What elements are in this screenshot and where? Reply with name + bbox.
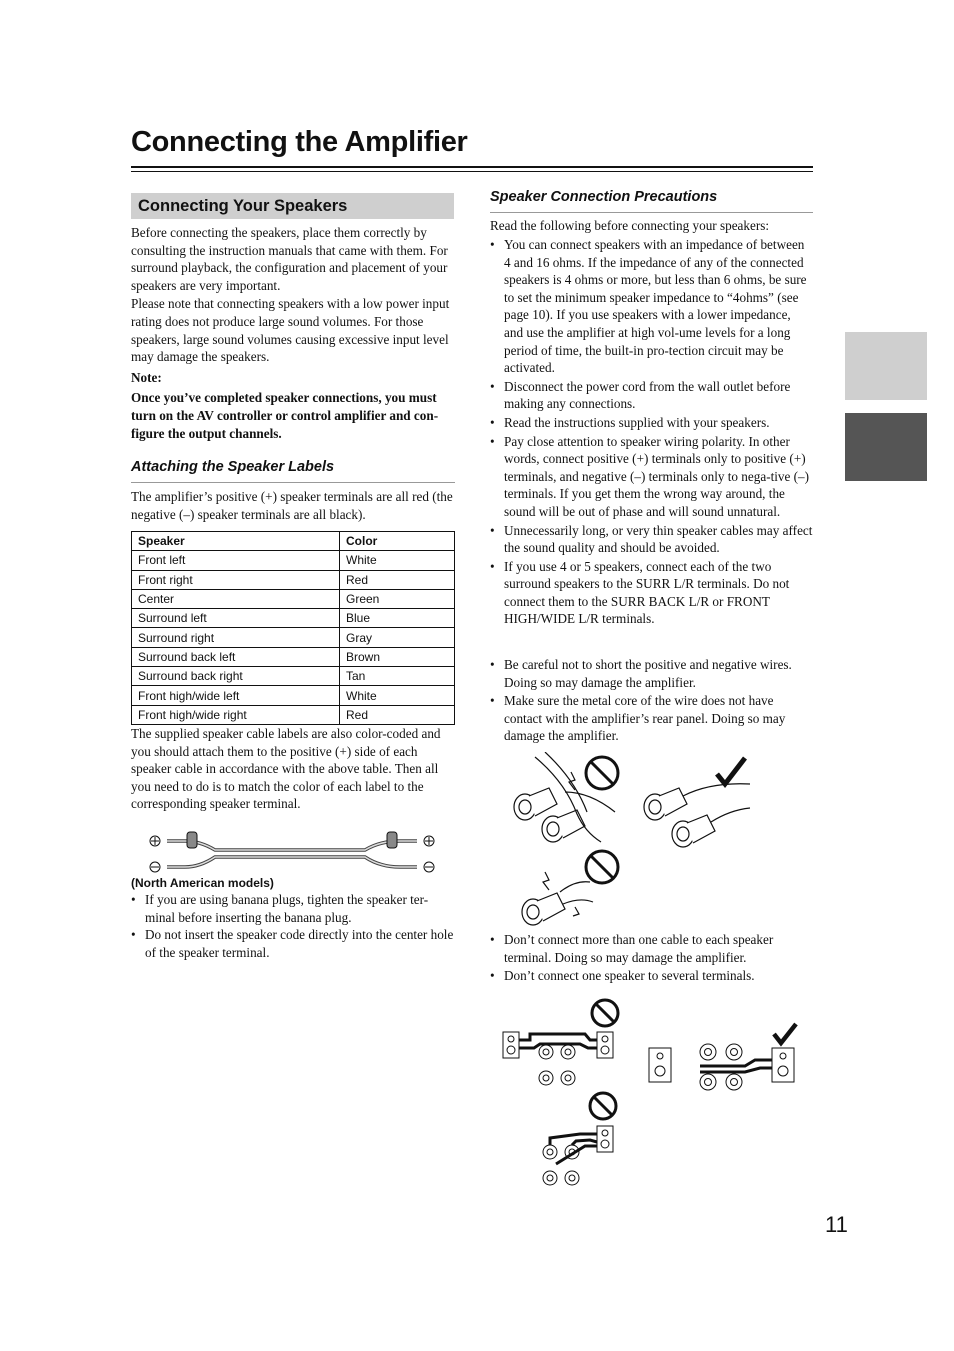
prohibited-icon [590,1093,616,1119]
list-item: • Don’t connect one speaker to several terminals. [490,967,813,985]
table-row [132,589,455,608]
list-item: • If you are using banana plugs, tighten the speaker ter-minal before inserting the banana plug. [131,891,455,926]
precautions-heading-rule [490,212,813,213]
prohibited-icon [586,757,618,789]
table-header: Speaker [132,532,340,551]
intro-paragraph-1: Before connecting the speakers, place them correctly by consulting the instruction manuals that came with them. For surround playback, the configuration and placement of your speakers are very important. [131,225,448,293]
table-cell: Surround right [132,628,340,647]
checkmark-icon [717,758,745,784]
left-intro [131,224,455,442]
labels-heading: Attaching the Speaker Labels [131,459,335,475]
chapter-tab-dark [845,413,927,481]
precautions-intro: Read the following before connecting your speakers: [490,218,770,233]
table-cell: Surround back right [132,667,340,686]
list-item: • If you use 4 or 5 speakers, connect each of the two surround speakers to the SURR L/R terminals. Do not connect them to the SURR BACK L/R or FRONT HIGH/WIDE L/R terminals. [490,558,813,628]
table-row [132,609,455,628]
table-cell: Tan [340,667,455,686]
table-row [132,667,455,686]
checkmark-icon [774,1024,796,1043]
section-heading: Connecting Your Speakers [131,193,454,219]
table-header: Color [340,532,455,551]
precautions-list-c [490,931,813,985]
speaker-cable-illustration [145,826,440,876]
precautions-list-b [490,656,813,745]
table-cell: Front high/wide right [132,705,340,724]
precautions-heading: Speaker Connection Precautions [490,189,718,205]
table-row [132,551,455,570]
prohibited-icon [586,851,618,883]
wiring-short-illustration [505,752,755,930]
list-item: • Unnecessarily long, or very thin speaker cables may affect the sound quality and should be avoided. [490,522,813,557]
labels-after-text: The supplied speaker cable labels are also color-coded and you should attach them to the positive (+) side of each speaker cable in accordance with the above table. Then all you need to do is to match the color of each label to the corresponding speaker terminal. [131,726,441,812]
list-item: • Read the instructions supplied with your speakers. [490,414,813,432]
list-item: • Pay close attention to speaker wiring polarity. In other words, connect positive (+) terminals only to positive (+) terminals, and negative (–) terminals only to nega-tive (–) terminals. If you get them the wrong way around, the sound will be out of phase and will sound unnatural. [490,433,813,521]
table-cell: White [340,551,455,570]
labels-heading-rule [131,482,455,483]
table-cell: Red [340,570,455,589]
table-cell: Blue [340,609,455,628]
chapter-tab-light [845,332,927,400]
table-cell: Center [132,589,340,608]
table-cell: Gray [340,628,455,647]
table-header-row [132,532,455,551]
page-number: 11 [825,1212,848,1237]
table-cell: Front right [132,570,340,589]
speaker-color-table [131,531,455,725]
table-row [132,686,455,705]
illustration-caption: (North American models) [131,876,274,890]
table-cell: Front left [132,551,340,570]
intro-paragraph-2: Please note that connecting speakers with a low power input rating does not produce large sound volumes. For those speakers, large sound volumes causing excessive input level may damage the speakers. [131,296,450,365]
note-text: Once you’ve completed speaker connections, you must turn on the AV controller or control amplifier and con-figure the output channels. [131,390,439,441]
table-cell: Green [340,589,455,608]
prohibited-icon [592,1000,618,1026]
table-cell: Front high/wide left [132,686,340,705]
list-item: • Don’t connect more than one cable to each speaker terminal. Doing so may damage the amplifier. [490,931,813,966]
table-row [132,647,455,666]
terminal-connection-illustration [500,996,800,1188]
list-item: • You can connect speakers with an impedance of between 4 and 16 ohms. If the impedance of any of the connected speakers is 4 ohms or more, but less than 6 ohms, be sure to set the minimum speaker impedance to “4ohms” (see page 10). If you use speakers with a lower impedance, and use the amplifier at high vol-ume levels for a long period of time, the built-in pro-tection circuit may be activated. [490,236,813,377]
table-cell: White [340,686,455,705]
precautions-list-a [490,236,813,628]
table-row [132,570,455,589]
page-title: Connecting the Amplifier [131,126,468,158]
table-cell: Red [340,705,455,724]
table-cell: Surround left [132,609,340,628]
table-row [132,628,455,647]
left-bullet-list [131,891,455,961]
table-row [132,705,455,724]
title-rule [131,166,813,168]
list-item: • Disconnect the power cord from the wall outlet before making any connections. [490,378,813,413]
labels-intro: The amplifier’s positive (+) speaker terminals are all red (the negative (–) speaker terminals are all black). [131,489,453,522]
table-cell: Surround back left [132,647,340,666]
title-rule-thin [131,171,813,172]
list-item: • Do not insert the speaker code directly into the center hole of the speaker terminal. [131,926,455,961]
note-label: Note: [131,369,162,385]
table-cell: Brown [340,647,455,666]
list-item: • Be careful not to short the positive and negative wires. Doing so may damage the amplifier. [490,656,813,691]
list-item: • Make sure the metal core of the wire does not have contact with the amplifier’s rear panel. Doing so may damage the amplifier. [490,692,813,745]
